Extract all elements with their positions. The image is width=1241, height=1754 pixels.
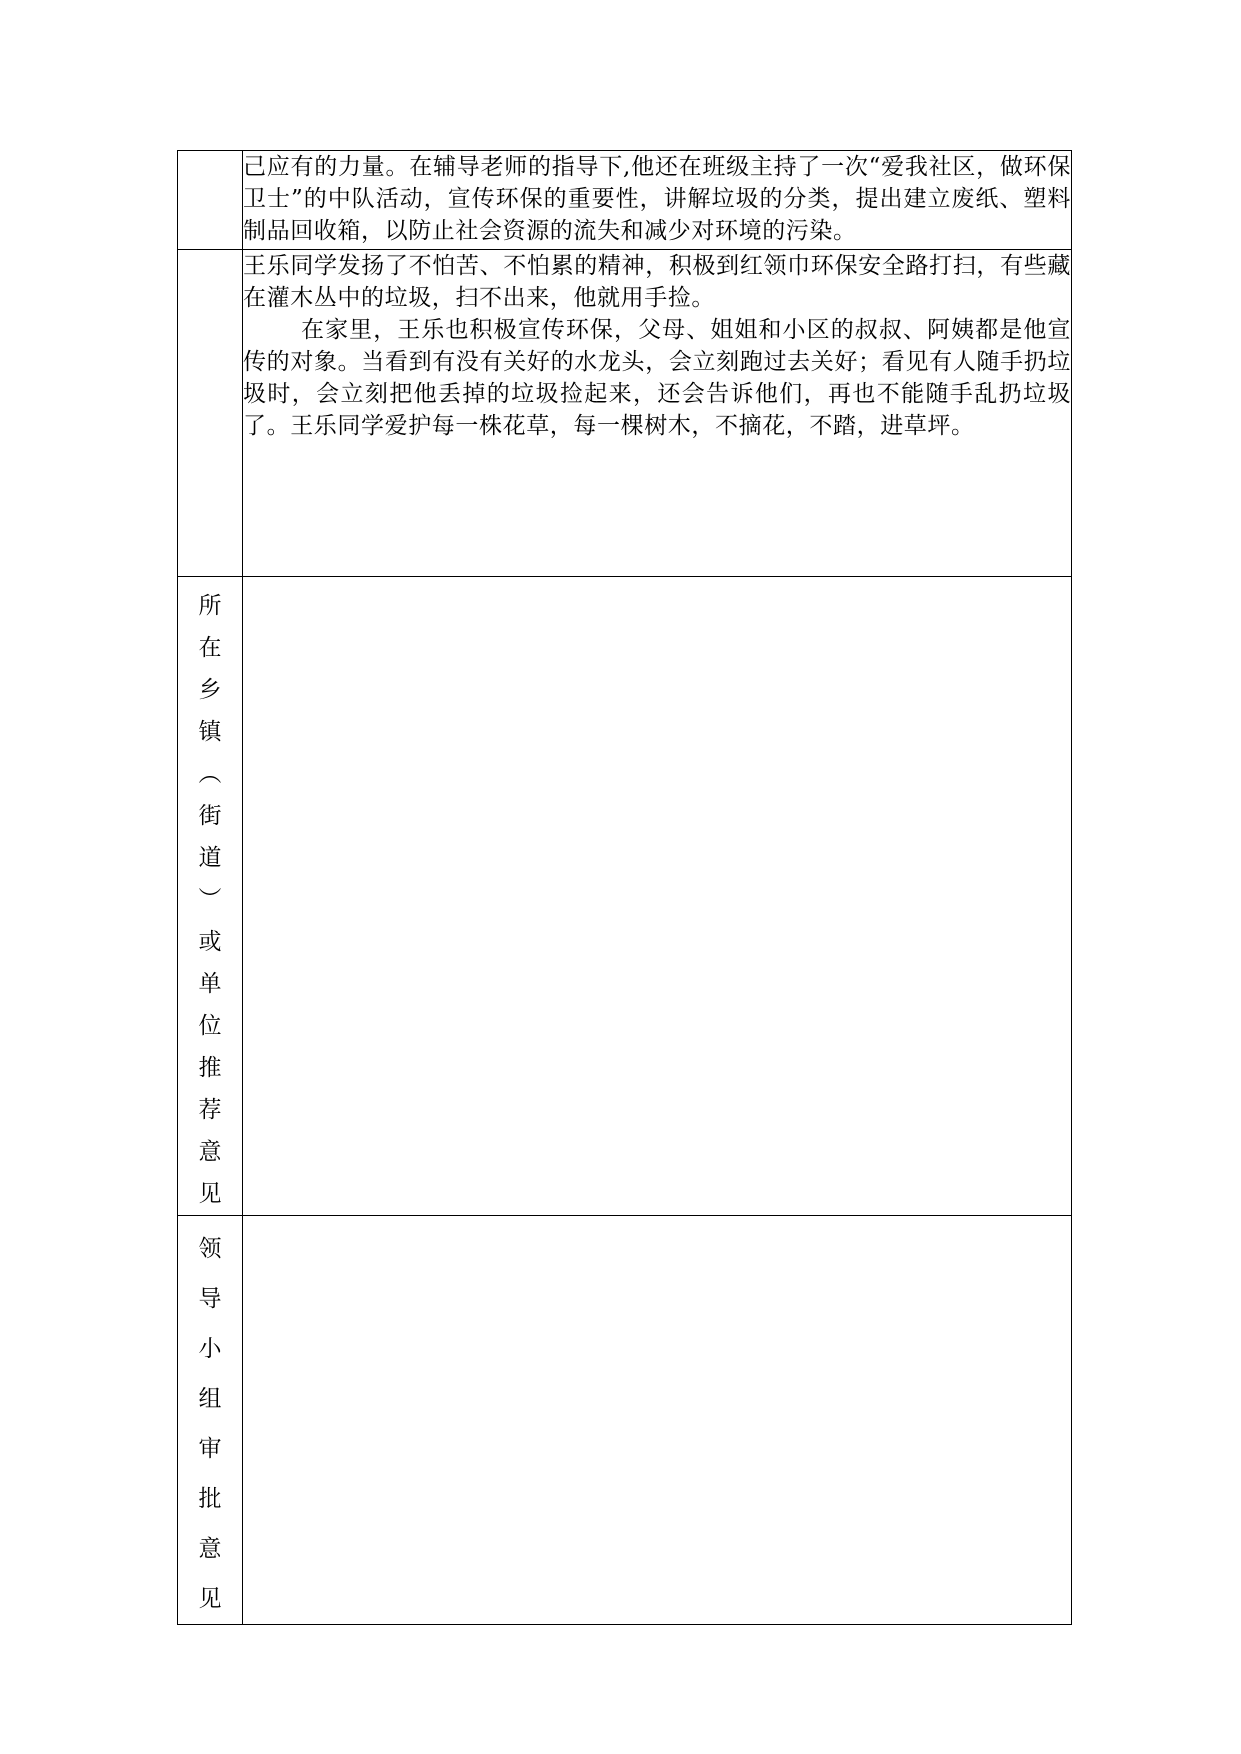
label-char: 见	[198, 1586, 222, 1612]
label-char: 推	[198, 1055, 222, 1081]
label-char: 道	[198, 845, 222, 871]
label-cell-empty	[178, 250, 243, 577]
form-table	[177, 150, 1072, 1625]
paragraph: 己应有的力量。在辅导老师的指导下,他还在班级主持了一次“爱我社区，做环保卫士”的中队活动，宣传环保的重要性，讲解垃圾的分类，提出建立废纸、塑料制品回收箱，以防止社会资源的流失和减少对环境的污染。	[243, 154, 1071, 244]
label-char: 所	[198, 593, 222, 619]
label-char: 镇	[198, 719, 222, 745]
table-row-approval	[178, 1216, 1072, 1625]
label-char: 意	[198, 1139, 222, 1165]
label-char: 意	[198, 1536, 222, 1562]
label-cell	[178, 1216, 243, 1625]
label-char: 组	[198, 1386, 222, 1412]
label-char: 小	[198, 1336, 222, 1362]
vertical-label-recommendation	[178, 577, 242, 1215]
label-char: 或	[198, 929, 222, 955]
approval-content-cell	[243, 1216, 1072, 1625]
label-char: 在	[198, 635, 222, 661]
label-cell-empty	[178, 151, 243, 250]
vertical-label-approval	[178, 1216, 242, 1624]
table-row-continued-text	[178, 151, 1072, 250]
label-char: 见	[198, 1181, 222, 1207]
label-char: 街	[198, 803, 222, 829]
label-char: 导	[198, 1286, 222, 1312]
label-char: ︵	[198, 761, 222, 787]
label-char: 领	[198, 1236, 222, 1262]
label-char: 批	[198, 1486, 222, 1512]
content-cell	[243, 151, 1072, 250]
label-cell	[178, 577, 243, 1216]
label-char: 审	[198, 1436, 222, 1462]
content-cell	[243, 250, 1072, 577]
paragraph: 在家里，王乐也积极宣传环保，父母、姐姐和小区的叔叔、阿姨都是他宣传的对象。当看到有没有关好的水龙头，会立刻跑过去关好；看见有人随手扔垃圾时，会立刻把他丢掉的垃圾捡起来，还会告诉他们，再也不能随手乱扔垃圾了。王乐同学爱护每一株花草，每一棵树木，不摘花，不踏，进草坪。	[243, 317, 1071, 439]
paragraph: 王乐同学发扬了不怕苦、不怕累的精神，积极到红领巾环保安全路打扫，有些藏在灌木丛中的垃圾，扫不出来，他就用手捡。	[243, 253, 1071, 311]
label-char: 单	[198, 971, 222, 997]
recommendation-content-cell	[243, 577, 1072, 1216]
label-char: ︶	[198, 887, 222, 913]
table-row-recommendation	[178, 577, 1072, 1216]
table-row-deeds	[178, 250, 1072, 577]
label-char: 荐	[198, 1097, 222, 1123]
label-char: 乡	[198, 677, 222, 703]
label-char: 位	[198, 1013, 222, 1039]
